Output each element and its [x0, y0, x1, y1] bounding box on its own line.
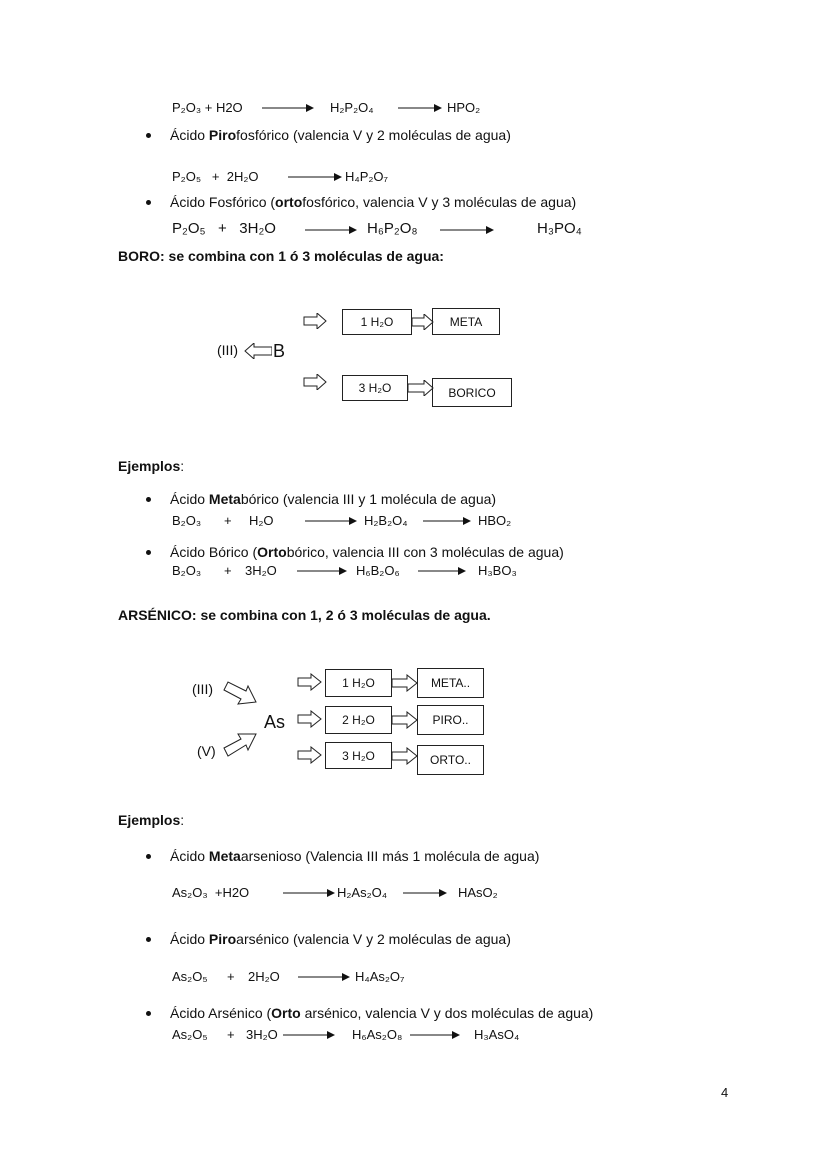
reaction-arrow — [283, 1031, 335, 1039]
reaction-arrow — [398, 104, 442, 112]
formula: B₂O₃ — [172, 513, 202, 528]
bullet — [146, 550, 151, 555]
acid-box: BORICO — [432, 378, 512, 407]
hollow-arrow-left-icon — [244, 343, 272, 359]
formula: P₂O₅ + 2H₂O — [172, 169, 259, 184]
formula: 3H₂O — [245, 563, 277, 578]
water-box: 3 H₂O — [325, 742, 392, 769]
reaction-arrow — [305, 517, 357, 525]
bullet-text: Ácido Bórico (Ortobórico, valencia III con 3 moléculas de agua) — [170, 544, 564, 560]
water-box: 3 H₂O — [342, 375, 408, 401]
examples-label: Ejemplos: — [118, 812, 185, 828]
reaction-arrow — [305, 226, 357, 234]
formula: H₆P₂O₈ — [367, 220, 418, 237]
reaction-arrow — [262, 104, 314, 112]
page-number: 4 — [721, 1085, 729, 1100]
bullet — [146, 497, 151, 502]
formula: H₂P₂O₄ — [330, 100, 374, 115]
hollow-arrow-right-icon — [412, 314, 434, 330]
hollow-arrow-right-icon — [392, 747, 418, 765]
acid-box: ORTO.. — [417, 745, 484, 775]
formula: 3H₂O — [246, 1027, 278, 1042]
formula: H₂B₂O₄ — [364, 513, 408, 528]
formula: P₂O₃ + H2O — [172, 100, 243, 115]
acid-box: META.. — [417, 668, 484, 698]
formula: H₃PO₄ — [537, 220, 582, 237]
valence-label: (V) — [197, 743, 216, 759]
water-box: 1 H₂O — [325, 669, 392, 697]
section-heading-boro: BORO: se combina con 1 ó 3 moléculas de agua: — [118, 248, 444, 264]
bullet-text: Ácido Fosfórico (ortofosfórico, valencia V y 3 moléculas de agua) — [170, 194, 577, 210]
examples-label: Ejemplos: — [118, 458, 185, 474]
hollow-arrow-right-icon — [392, 711, 418, 729]
hollow-arrow-right-icon — [303, 313, 327, 329]
bullet — [146, 854, 151, 859]
hollow-arrow-right-icon — [408, 380, 434, 396]
reaction-arrow — [410, 1031, 460, 1039]
reaction-arrow — [418, 567, 466, 575]
reaction-arrow — [423, 517, 471, 525]
formula: HAsO₂ — [458, 885, 498, 900]
hollow-arrow-right-icon — [297, 673, 322, 691]
hollow-arrow-right-icon — [392, 674, 418, 692]
section-heading-arsenic: ARSÉNICO: se combina con 1, 2 ó 3 moléculas de agua. — [118, 607, 491, 623]
formula: + — [227, 969, 235, 984]
valence-label: (III) — [217, 342, 238, 358]
formula: H₃AsO₄ — [474, 1027, 520, 1042]
formula: H₆As₂O₈ — [352, 1027, 403, 1042]
formula: + — [224, 563, 232, 578]
formula: H₂O — [249, 513, 274, 528]
water-box: 1 H₂O — [342, 309, 412, 335]
formula: H₄As₂O₇ — [355, 969, 405, 984]
bullet — [146, 1011, 151, 1016]
formula: H₃BO₃ — [478, 563, 517, 578]
reaction-arrow — [403, 889, 447, 897]
bullet — [146, 937, 151, 942]
hollow-arrow-diagonal-up-icon — [222, 730, 260, 758]
bullet-text: Ácido Metaarsenioso (Valencia III más 1 molécula de agua) — [170, 848, 540, 864]
formula: As₂O₅ — [172, 969, 208, 984]
water-box: 2 H₂O — [325, 706, 392, 734]
hollow-arrow-diagonal-down-icon — [222, 680, 260, 708]
bullet-text: Ácido Pirofosfórico (valencia V y 2 moléculas de agua) — [170, 127, 511, 143]
reaction-arrow — [440, 226, 494, 234]
bullet-text: Ácido Metabórico (valencia III y 1 molécula de agua) — [170, 491, 497, 507]
formula: As₂O₅ — [172, 1027, 208, 1042]
formula: HBO₂ — [478, 513, 512, 528]
bullet — [146, 133, 151, 138]
reaction-arrow — [297, 567, 347, 575]
formula: B₂O₃ — [172, 563, 202, 578]
element-symbol: B — [273, 341, 286, 361]
reaction-arrow — [283, 889, 335, 897]
hollow-arrow-right-icon — [297, 710, 322, 728]
formula: + — [227, 1027, 235, 1042]
formula: HPO₂ — [447, 100, 481, 115]
formula: H₂As₂O₄ — [337, 885, 388, 900]
valence-label: (III) — [192, 681, 213, 697]
reaction-arrow — [298, 973, 350, 981]
formula: + — [224, 513, 232, 528]
hollow-arrow-right-icon — [303, 374, 327, 390]
formula: H₆B₂O₆ — [356, 563, 400, 578]
reaction-arrow — [288, 173, 342, 181]
bullet-text: Ácido Piroarsénico (valencia V y 2 moléculas de agua) — [170, 931, 511, 947]
element-symbol: As — [264, 712, 286, 732]
formula: 2H₂O — [248, 969, 280, 984]
formula: H₄P₂O₇ — [345, 169, 388, 184]
hollow-arrow-right-icon — [297, 746, 322, 764]
formula: P₂O₅ + 3H₂O — [172, 220, 276, 237]
acid-box: PIRO.. — [417, 705, 484, 735]
bullet-text: Ácido Arsénico (Orto arsénico, valencia V y dos moléculas de agua) — [170, 1005, 594, 1021]
formula: As₂O₃ +H2O — [172, 885, 250, 900]
acid-box: META — [432, 308, 500, 335]
bullet — [146, 200, 151, 205]
